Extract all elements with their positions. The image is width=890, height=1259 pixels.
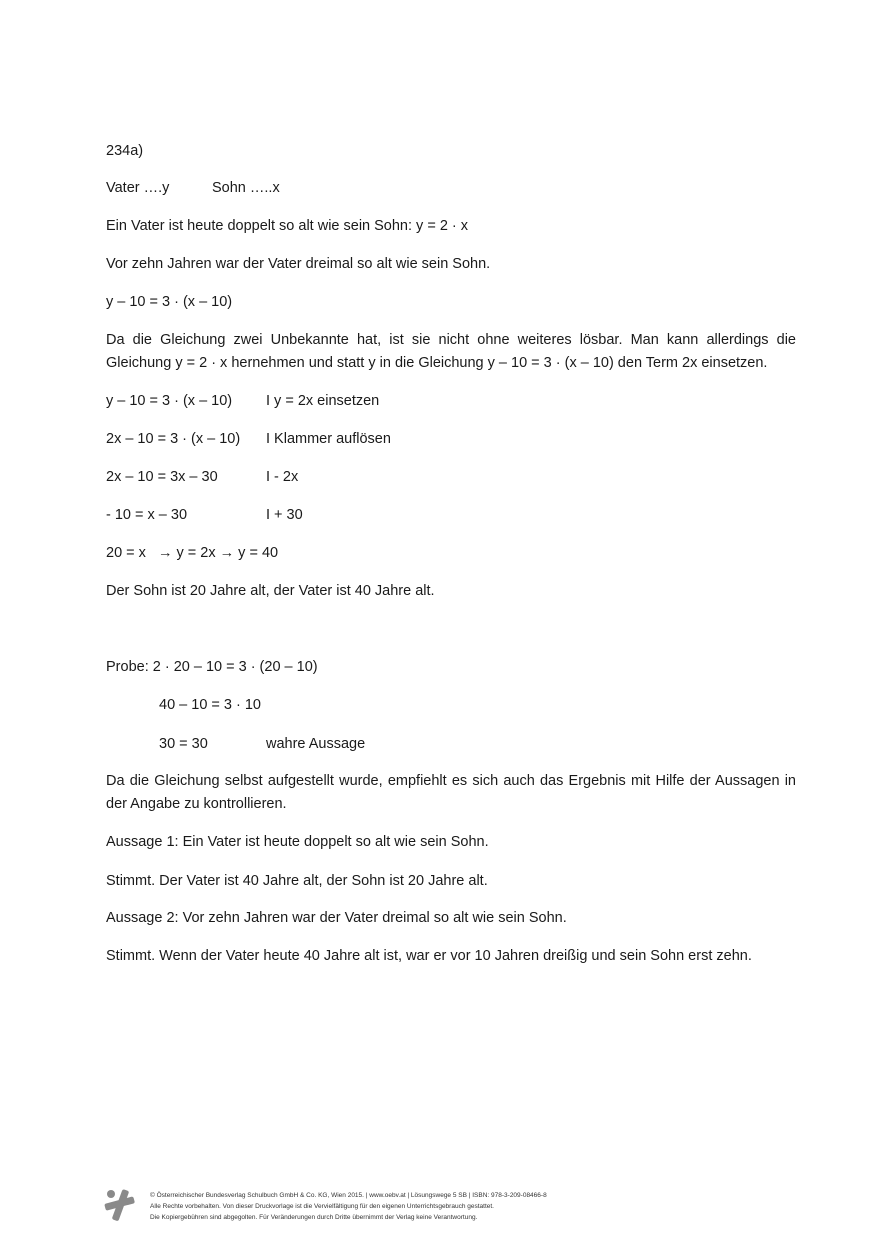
recommendation-paragraph: Da die Gleichung selbst aufgestellt wurde, empfiehlt es sich auch das Ergebnis mit Hilfe der Aussagen in der Angabe zu kontrollieren. (106, 773, 796, 812)
footer-line-1: © Österreichischer Bundesverlag Schulbuch GmbH & Co. KG, Wien 2015. | www.oebv.at | Lösungswege 5 SB | ISBN: 978-3-209-08466-8 (150, 1192, 547, 1199)
statement-check-2: Stimmt. Der Vater ist 40 Jahre alt, der Sohn ist 20 Jahre alt. (106, 873, 488, 889)
statement-check-1: Aussage 1: Ein Vater ist heute doppelt so alt wie sein Sohn. (106, 834, 489, 850)
footer-copyright (150, 1190, 547, 1223)
check-line-2: 40 – 10 = 3 · 10 (159, 697, 261, 713)
footer-line-2: Alle Rechte vorbehalten. Von dieser Druckvorlage ist die Vervielfältigung für den eigenen Unterrichtsgebrauch gestattet. (150, 1203, 494, 1210)
statement-check-3: Aussage 2: Vor zehn Jahren war der Vater dreimal so alt wie sein Sohn. (106, 910, 567, 926)
variable-father: Vater ….y (106, 180, 170, 196)
step-3-right: I - 2x (266, 469, 299, 485)
result-line: 20 = x → y = 2x → y = 40 (106, 545, 279, 561)
task-title: 234a) (106, 143, 144, 159)
footer-line-3: Die Kopiergebühren sind abgegolten. Für Veränderungen durch Dritte übernimmt der Verlag keine Verantwortung. (150, 1214, 478, 1221)
step-4-left: - 10 = x – 30 (106, 507, 188, 523)
conclusion: Der Sohn ist 20 Jahre alt, der Vater ist 40 Jahre alt. (106, 583, 435, 599)
equation: y – 10 = 3 · (x – 10) (106, 294, 233, 310)
check-line-1: Probe: 2 · 20 – 10 = 3 · (20 – 10) (106, 659, 318, 675)
check-line-3-right: wahre Aussage (266, 736, 366, 752)
step-4-right: I + 30 (266, 507, 303, 523)
statement-check-4: Stimmt. Wenn der Vater heute 40 Jahre alt ist, war er vor 10 Jahren dreißig und sein Sohn erst zehn. (106, 948, 752, 964)
step-2-right: I Klammer auflösen (266, 431, 391, 447)
check-line-3-left: 30 = 30 (159, 736, 208, 752)
step-3-left: 2x – 10 = 3x – 30 (106, 469, 218, 485)
step-1-right: I y = 2x einsetzen (266, 393, 380, 409)
step-2-left: 2x – 10 = 3 · (x – 10) (106, 431, 241, 447)
variable-son: Sohn …..x (212, 180, 280, 196)
statement-2: Vor zehn Jahren war der Vater dreimal so alt wie sein Sohn. (106, 256, 491, 272)
explanation-paragraph: Da die Gleichung zwei Unbekannte hat, ist sie nicht ohne weiteres lösbar. Man kann allerdings die Gleichung y = 2 · x hernehmen und statt y in die Gleichung y – 10 = 3 · (x – 10) den Term 2x einsetzen. (106, 332, 796, 371)
statement-1: Ein Vater ist heute doppelt so alt wie sein Sohn: y = 2 · x (106, 218, 469, 234)
step-1-left: y – 10 = 3 · (x – 10) (106, 393, 233, 409)
publisher-logo-icon (104, 1188, 136, 1222)
